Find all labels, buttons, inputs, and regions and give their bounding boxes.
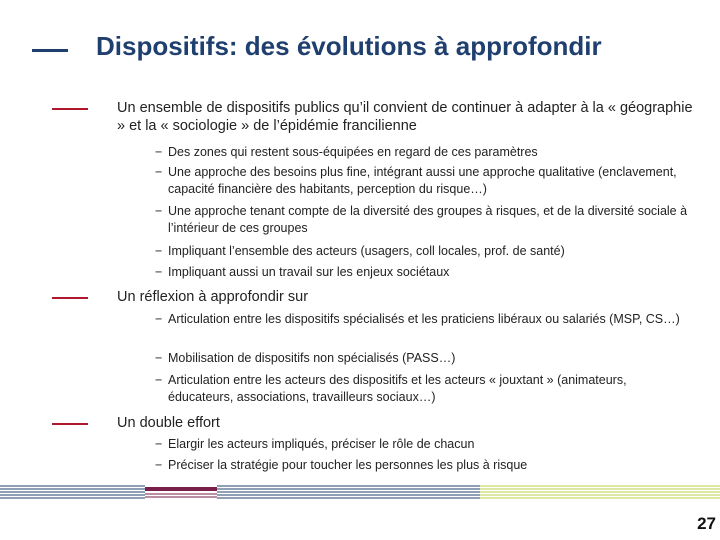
dash-icon: − [155, 244, 163, 258]
dash-icon: − [155, 373, 163, 387]
dash-icon: − [155, 145, 163, 159]
footer-stripes [0, 484, 720, 500]
section-2-item-2 [155, 350, 695, 367]
section-3-marker [52, 423, 88, 425]
section-3-text: Un double effort [117, 415, 220, 431]
item-text: Mobilisation de dispositifs non spécialisés (PASS…) [168, 351, 456, 365]
item-text: Une approche des besoins plus fine, intégrant aussi une approche qualitative (enclavement, capacité financière des habitants, perception du risque…) [168, 165, 677, 196]
section-1-item-5 [155, 264, 695, 281]
section-1-item-1 [155, 144, 695, 161]
item-text: Une approche tenant compte de la diversité des groupes à risques, et de la diversité sociale à l’intérieur de ces groupes [168, 204, 688, 235]
section-3-item-2 [155, 457, 695, 474]
section-1-item-2 [155, 164, 695, 198]
item-text: Des zones qui restent sous-équipées en regard de ces paramètres [168, 145, 538, 159]
dash-icon: − [155, 458, 163, 472]
dash-icon: − [155, 437, 163, 451]
dash-icon: − [155, 204, 163, 218]
item-text: Articulation entre les acteurs des dispositifs et les acteurs « jouxtant » (animateurs, éducateurs, associations, travailleurs sociaux…) [168, 373, 627, 404]
section-2-item-1 [155, 311, 695, 328]
section-1-marker [52, 108, 88, 110]
dash-icon: − [155, 312, 163, 326]
slide-title: Dispositifs: des évolutions à approfondir [96, 31, 602, 61]
item-text: Articulation entre les dispositifs spécialisés et les praticiens libéraux ou salariés (MSP, CS…) [168, 312, 680, 326]
item-text: Elargir les acteurs impliqués, préciser le rôle de chacun [168, 437, 475, 451]
dash-icon: − [155, 265, 163, 279]
item-text: Impliquant l’ensemble des acteurs (usagers, coll locales, prof. de santé) [168, 244, 565, 258]
dash-icon: − [155, 165, 163, 179]
section-1-item-4 [155, 243, 695, 260]
page-number: 27 [697, 514, 716, 533]
item-text: Préciser la stratégie pour toucher les personnes les plus à risque [168, 458, 528, 472]
section-1-item-3 [155, 203, 695, 237]
section-1-text: Un ensemble de dispositifs publics qu’il convient de continuer à adapter à la « géographie » et la « sociologie » de l’épidémie francilienne [117, 100, 693, 134]
title-accent-bar [32, 49, 68, 52]
section-2-marker [52, 297, 88, 299]
dash-icon: − [155, 351, 163, 365]
section-2-text: Un réflexion à approfondir sur [117, 289, 309, 305]
item-text: Impliquant aussi un travail sur les enjeux sociétaux [168, 265, 450, 279]
section-2-item-3 [155, 372, 695, 406]
section-3-item-1 [155, 436, 695, 453]
